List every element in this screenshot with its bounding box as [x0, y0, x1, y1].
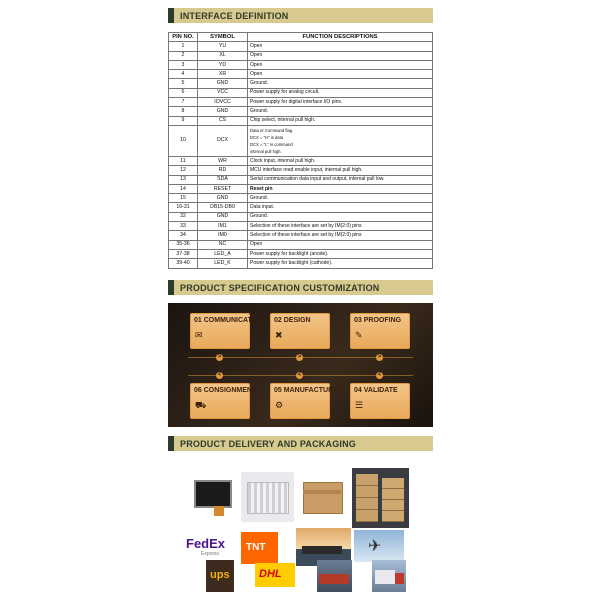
clipboard-icon: ☰: [355, 400, 364, 410]
pin-number-cell: 16-31: [169, 203, 198, 212]
warehouse-boxes-photo: [352, 468, 409, 528]
table-row: [169, 184, 433, 193]
handshake-icon: ✉: [195, 330, 203, 340]
section-title: PRODUCT SPECIFICATION CUSTOMIZATION: [180, 282, 380, 293]
function-cell: Data input.: [248, 203, 433, 212]
symbol-cell: RD: [198, 166, 248, 175]
dhl-logo: [255, 563, 295, 587]
symbol-cell: VCC: [198, 88, 248, 97]
table-row: [169, 156, 433, 165]
function-cell: Power supply for analog circuit.: [248, 88, 433, 97]
pin-number-cell: 13: [169, 175, 198, 184]
symbol-cell: NC: [198, 240, 248, 249]
header-pin-no: PIN NO.: [169, 33, 198, 42]
symbol-cell: RESET: [198, 184, 248, 193]
function-cell: MCU interface read enable input, internal pull high.: [248, 166, 433, 175]
function-cell: Ground.: [248, 79, 433, 88]
symbol-cell: YU: [198, 42, 248, 51]
function-cell: Reset pin: [248, 184, 433, 193]
symbol-cell: DB15-DB0: [198, 203, 248, 212]
dcx-description-line: Data or Command flag: [250, 127, 293, 133]
lcd-module-photo: [190, 472, 235, 522]
table-header-row: [169, 33, 433, 42]
step-title: 03 PROOFING: [354, 317, 402, 324]
pin-definition-table: [168, 32, 433, 269]
pin-number-cell: 34: [169, 231, 198, 240]
function-cell: Open: [248, 51, 433, 60]
step-title: 05 MANUFACTURE: [274, 387, 338, 394]
ruler-icon: ✎: [355, 330, 363, 340]
gear-icon: ⚙: [275, 400, 284, 410]
pin-number-cell: 35-36: [169, 240, 198, 249]
step-proofing: [350, 313, 410, 349]
pin-number-cell: 15: [169, 194, 198, 203]
table-row: [169, 70, 433, 79]
arrow-right-icon: >: [217, 354, 222, 360]
fedex-logo: FedEx: [186, 536, 226, 551]
symbol-cell: SDA: [198, 175, 248, 184]
header-symbol: SYMBOL: [198, 33, 248, 42]
table-row: [169, 212, 433, 221]
ups-label: ups: [210, 569, 230, 581]
step-communicate: [190, 313, 257, 349]
table-row: [169, 222, 433, 231]
pin-number-cell: 8: [169, 107, 198, 116]
function-cell: Selection of these interface are set by IM(2:0) pins: [248, 222, 433, 231]
symbol-cell: IOVCC: [198, 98, 248, 107]
arrow-right-icon: >: [297, 354, 302, 360]
table-row: [169, 125, 433, 156]
step-title: 02 DESIGN: [274, 317, 311, 324]
truck-icon: ⛟: [195, 400, 207, 410]
symbol-cell: GND: [198, 79, 248, 88]
delivery-packaging-banner: [168, 436, 433, 451]
symbol-cell: DCX: [198, 125, 248, 156]
table-row: [169, 79, 433, 88]
pin-number-cell: 9: [169, 116, 198, 125]
dcx-description-line: internal pull high.: [250, 148, 282, 154]
table-row: [169, 116, 433, 125]
symbol-cell: LED_K: [198, 259, 248, 268]
step-consignment: [190, 383, 257, 419]
function-cell: Open: [248, 42, 433, 51]
tnt-label: TNT: [246, 542, 266, 553]
function-cell: [248, 125, 433, 156]
step-validate: [350, 383, 410, 419]
function-cell: Open: [248, 60, 433, 69]
step-title: 01 COMMUNICATE: [194, 317, 257, 324]
table-row: [169, 231, 433, 240]
dcx-description-line: DCX = "L" is command: [250, 141, 293, 147]
function-cell: Clock input, internal pull high.: [248, 156, 433, 165]
banner-accent: [168, 8, 174, 23]
function-cell: Ground.: [248, 194, 433, 203]
freight-train-photo: [317, 560, 352, 592]
symbol-cell: WR: [198, 156, 248, 165]
ups-logo: [206, 560, 234, 592]
section-title: PRODUCT DELIVERY AND PACKAGING: [180, 438, 357, 449]
pin-number-cell: 39-40: [169, 259, 198, 268]
carton-box-photo: [298, 472, 346, 522]
pin-number-cell: 3: [169, 60, 198, 69]
function-cell: Power supply for backlight (cathode).: [248, 259, 433, 268]
table-row: [169, 51, 433, 60]
pin-number-cell: 32: [169, 212, 198, 221]
arrow-down-icon: >: [377, 354, 382, 360]
table-row: [169, 240, 433, 249]
interface-definition-banner: [168, 8, 433, 23]
symbol-cell: XL: [198, 51, 248, 60]
table-row: [169, 249, 433, 258]
function-cell: Ground.: [248, 212, 433, 221]
banner-accent: [168, 436, 174, 451]
pin-number-cell: 4: [169, 70, 198, 79]
arrow-left-icon: <: [217, 372, 222, 378]
table-row: [169, 60, 433, 69]
arrow-left-icon: <: [377, 372, 382, 378]
symbol-cell: YD: [198, 60, 248, 69]
function-cell: Power supply for backlight (anode).: [248, 249, 433, 258]
symbol-cell: GND: [198, 194, 248, 203]
function-cell: Ground.: [248, 107, 433, 116]
pin-number-cell: 11: [169, 156, 198, 165]
step-manufacture: [270, 383, 338, 419]
function-cell: Selection of these interface are set by IM(2:0) pins: [248, 231, 433, 240]
pin-number-cell: 1: [169, 42, 198, 51]
banner-accent: [168, 280, 174, 295]
table-row: [169, 203, 433, 212]
tools-icon: ✖: [275, 330, 283, 340]
symbol-cell: XR: [198, 70, 248, 79]
pin-number-cell: 5: [169, 79, 198, 88]
tray-packing-photo: [241, 472, 294, 522]
symbol-cell: IM0: [198, 231, 248, 240]
section-title: INTERFACE DEFINITION: [180, 10, 289, 21]
table-row: [169, 98, 433, 107]
step-title: 06 CONSIGNMENT: [194, 387, 257, 394]
header-function: FUNCTION DESCRIPTIONS: [248, 33, 433, 42]
table-row: [169, 175, 433, 184]
tnt-logo: [241, 532, 278, 564]
pin-number-cell: 7: [169, 98, 198, 107]
function-cell: Power supply for digital interface I/O pins.: [248, 98, 433, 107]
symbol-cell: IM1: [198, 222, 248, 231]
table-row: [169, 42, 433, 51]
step-design: [270, 313, 330, 349]
table-row: [169, 259, 433, 268]
function-cell: Open: [248, 240, 433, 249]
pin-number-cell: 6: [169, 88, 198, 97]
pin-number-cell: 14: [169, 184, 198, 193]
symbol-cell: CS: [198, 116, 248, 125]
table-row: [169, 166, 433, 175]
table-body: [169, 42, 433, 268]
pin-number-cell: 37-38: [169, 249, 198, 258]
function-cell: Chip select, internal pull high.: [248, 116, 433, 125]
step-title: 04 VALIDATE: [354, 387, 398, 394]
table-row: [169, 88, 433, 97]
table-row: [169, 107, 433, 116]
pin-number-cell: 12: [169, 166, 198, 175]
pin-number-cell: 2: [169, 51, 198, 60]
arrow-left-icon: <: [297, 372, 302, 378]
table-row: [169, 194, 433, 203]
dcx-description-line: DCX = "H" is data: [250, 134, 284, 140]
truck-photo: [372, 560, 406, 592]
function-cell: Open: [248, 70, 433, 79]
spec-customization-banner: [168, 280, 433, 295]
fedex-express-label: Express: [201, 551, 220, 557]
pin-number-cell: 33: [169, 222, 198, 231]
customization-process-graphic: [168, 303, 433, 427]
symbol-cell: GND: [198, 212, 248, 221]
symbol-cell: LED_A: [198, 249, 248, 258]
airplane-photo: ✈: [354, 530, 404, 562]
dhl-label: DHL: [259, 568, 282, 580]
pin-number-cell: 10: [169, 125, 198, 156]
symbol-cell: GND: [198, 107, 248, 116]
function-cell: Serial communication data input and output, internal pull low.: [248, 175, 433, 184]
